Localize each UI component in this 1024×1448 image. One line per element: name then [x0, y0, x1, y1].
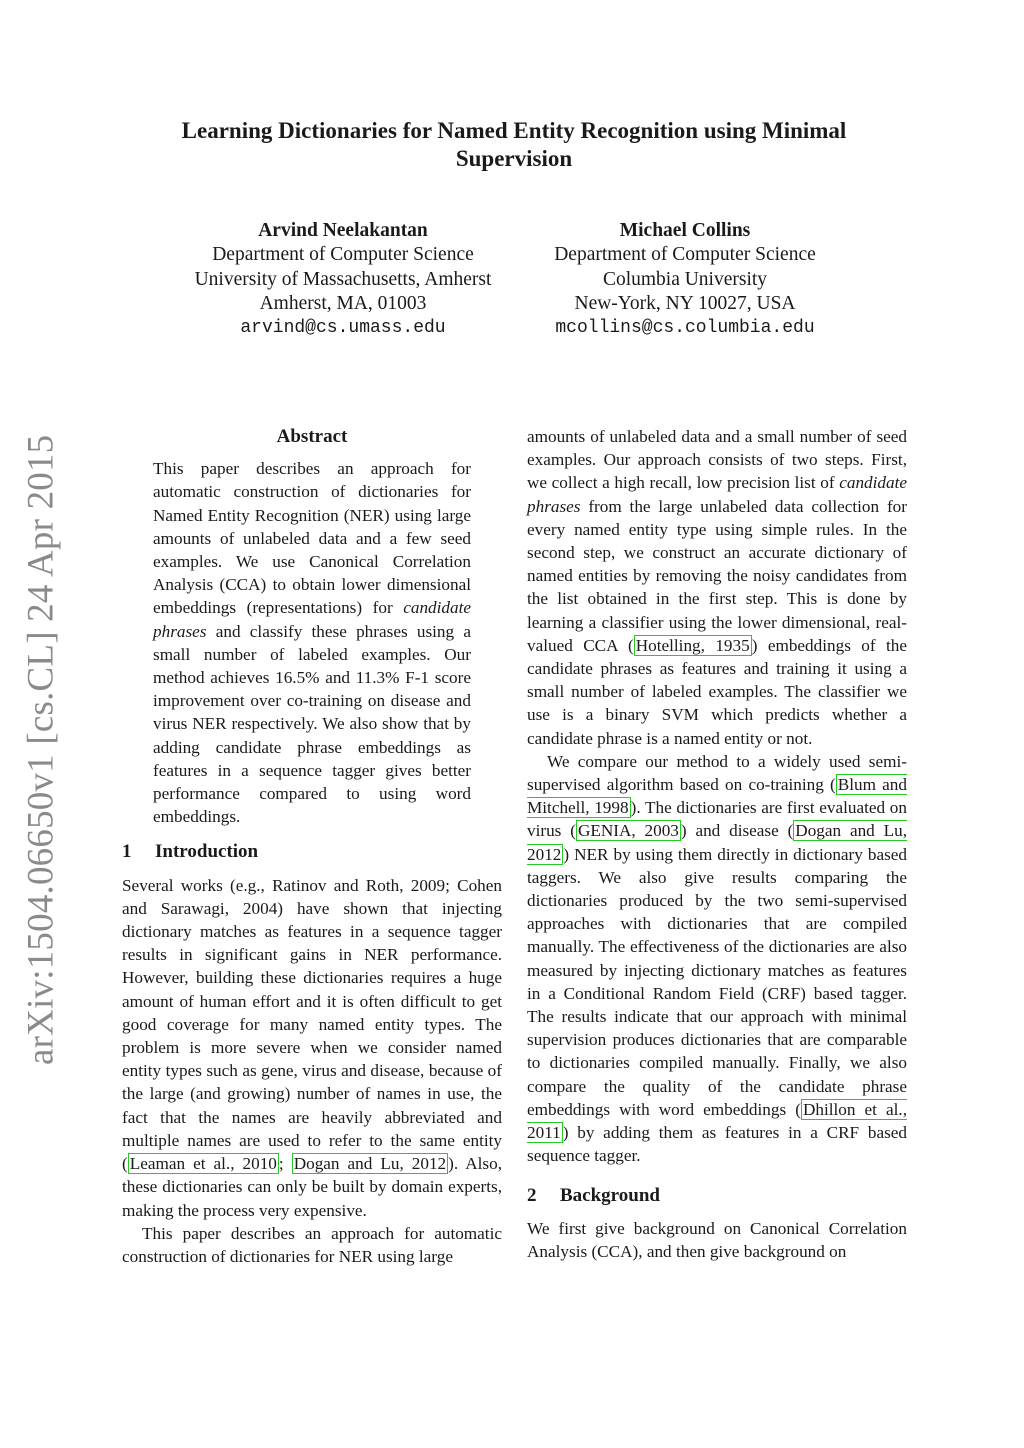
citation-link[interactable]: Leaman et al., 2010 — [129, 1154, 277, 1174]
citation-link[interactable]: Dogan and Lu, 2012 — [527, 821, 907, 864]
left-column — [122, 425, 502, 1268]
background-paragraph-1: We first give background on Canonical Correlation Analysis (CCA), and then give background on — [527, 1218, 907, 1261]
citation-link[interactable]: Hotelling, 1935 — [635, 635, 750, 655]
citation-link[interactable]: Blum and Mitchell, 1998 — [527, 775, 907, 818]
author-department: Department of Computer Science — [212, 244, 474, 266]
citation-link[interactable]: Dhillon et al., 2011 — [527, 1099, 907, 1143]
author-email: arvind@cs.umass.edu — [240, 318, 446, 339]
intro-paragraph-1: Several works (e.g., Ratinov and Roth, 2009; Cohen and Sarawagi, 2004) have shown that injecting dictionary matches as features in a sequence tagger results in significant gains in NER performance. However, building these dictionaries requires a huge amount of human effort and it is often difficult to get good coverage for many named entity types. The problem is more severe when we consider named entity types such as gene, virus and disease, because of the large (and growing) number of names in use, the fact that the names are heavily abbreviated and multiple names are used to refer to the same entity ( Leaman et al., 2010 ; Dogan and Lu, 2012 ). Also, these dictionaries can only be built by domain experts, making the process very expensive. — [122, 875, 503, 1220]
section-heading-background: 2 Background — [527, 1184, 660, 1206]
author-department: Department of Computer Science — [554, 244, 816, 266]
author-block-1 — [163, 219, 523, 340]
author-address: New-York, NY 10027, USA — [574, 292, 796, 314]
author-address: Amherst, MA, 01003 — [259, 292, 427, 314]
author-university: University of Massachusetts, Amherst — [194, 268, 492, 290]
author-name: Michael Collins — [619, 220, 751, 241]
citation-link[interactable]: GENIA, 2003 — [577, 821, 679, 841]
author-university: Columbia University — [602, 268, 768, 290]
abstract-heading: Abstract — [276, 426, 348, 447]
abstract-text: This paper describes an approach for automatic construction of dictionaries for Named Entity Recognition (NER) using large amounts of unlabeled data and a few seed examples. We use Canonical Correlation Analysis (CCA) to obtain lower dimensional embeddings (representations) for candidate phrases and classify these phrases using a small number of labeled examples. Our method achieves 16.5% and 11.3% F-1 score improvement over co-training on disease and virus NER respectively. We also show that by adding candidate phrase embeddings as features in a sequence tagger gives better performance compared to using word embeddings. — [153, 459, 471, 827]
intro-paragraph-2: This paper describes an approach for automatic construction of dictionaries for NER using large — [122, 1223, 502, 1266]
section-heading-introduction: 1 Introduction — [122, 841, 259, 863]
intro-paragraph-3: We compare our method to a widely used semi-supervised algorithm based on co-training ( Blum and Mitchell, 1998 ). The dictionaries are first evaluated on virus ( GENIA, 2003 ) and disease ( Dogan and Lu, 2012 ) NER by using them directly in dictionary based taggers. We also give results comparing the dictionaries produced by the two semi-supervised approaches with dictionaries that are compiled manually. The effectiveness of the dictionaries are also measured by injecting dictionary matches as features in a Conditional Random Field (CRF) based tagger. The results indicate that our approach with minimal supervision produces dictionaries that are comparable to dictionaries compiled manually. Finally, we also compare the quality of the candidate phrase embeddings with word embeddings ( Dhillon et al., 2011 ) by adding them as features in a CRF based sequence tagger. — [527, 751, 907, 1166]
author-name: Arvind Neelakantan — [258, 220, 428, 241]
right-column — [527, 425, 907, 1263]
intro-paragraph-2-continued: amounts of unlabeled data and a small number of seed examples. Our approach consists of two steps. First, we collect a high recall, low precision list of candidate phrases from the large unlabeled data collection for every named entity type using simple rules. In the second step, we construct an accurate dictionary of named entities by removing the noisy candidates from the list obtained in the first step. This is done by learning a classifier using the lower dimensional, real-valued CCA ( Hotelling, 1935 ) embeddings of the candidate phrases as features and training it using a small number of labeled examples. The classifier we use is a binary SVM which predicts whether a candidate phrase is a named entity or not. — [527, 427, 907, 748]
arxiv-identifier: arXiv:1504.06650v1 [cs.CL] 24 Apr 2015 — [20, 434, 62, 1066]
paper-title: Learning Dictionaries for Named Entity Recognition using Minimal Supervision — [181, 118, 847, 171]
author-email: mcollins@cs.columbia.edu — [555, 318, 815, 339]
citation-link[interactable]: Dogan and Lu, 2012 — [293, 1154, 447, 1174]
author-block-2 — [505, 219, 865, 340]
